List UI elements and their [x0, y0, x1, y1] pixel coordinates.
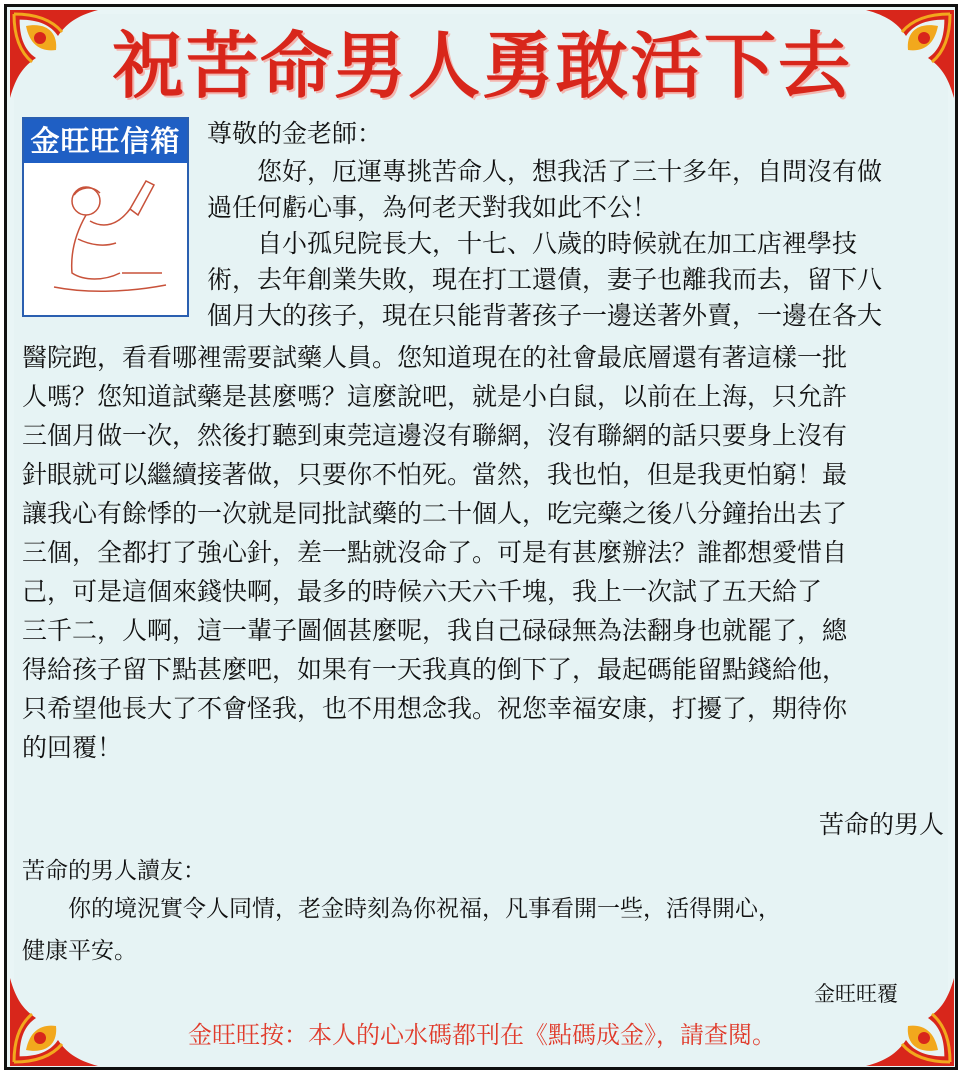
letter-line: 人嗎？您知道試藥是甚麼嗎？這麼說吧，就是小白鼠，以前在上海，只允許: [22, 382, 848, 411]
letter-line: 的回覆！: [22, 733, 123, 762]
letter-line: 得給孩子留下點甚麼吧，如果有一天我真的倒下了，最起碼能留點錢給他，: [22, 655, 848, 684]
mailbox-column-badge: [22, 117, 189, 317]
letter-line: 針眼就可以繼續接著做，只要你不怕死。當然，我也怕，但是我更怕窮！最: [22, 460, 848, 489]
letter-signature: 苦命的男人: [818, 810, 944, 839]
letter-line: 自小孤兒院長大，十七、八歲的時候就在加工店裡學技: [207, 229, 858, 258]
writing-figure-illustration: [34, 169, 179, 309]
letter-line: 三個月做一次，然後打聽到東莞這邊沒有聯網，沒有聯網的話只要身上沒有: [22, 421, 848, 450]
page-title: 祝苦命男人勇敢活下去: [111, 23, 852, 108]
mailbox-label: 金旺旺信箱: [24, 119, 187, 163]
letter-line: 醫院跑，看看哪裡需要試藥人員。您知道現在的社會最底層還有著這樣一批: [22, 343, 848, 372]
letter-line: 只希望他長大了不會怪我，也不用想念我。祝您幸福安康，打擾了，期待你: [22, 694, 848, 723]
letter-body-wide: [22, 338, 947, 767]
reply-line: 健康平安。: [22, 938, 137, 964]
letter-line: 術，去年創業失敗，現在打工還債，妻子也離我而去，留下八: [207, 265, 883, 294]
letter-body-narrow: [207, 154, 947, 334]
letter-line: 三千二，人啊，這一輩子圖個甚麼呢，我自己碌碌無為法翻身也就罷了，總: [22, 616, 848, 645]
letter-line: 三個，全都打了強心針，差一點就沒命了。可是有甚麼辦法？誰都想愛惜自: [22, 538, 848, 567]
footer-note: 金旺旺按：本人的心水碼都刊在《點碼成金》，請查閱。: [188, 1021, 776, 1049]
letter-line: 您好，厄運專挑苦命人，想我活了三十多年，自問沒有做: [207, 157, 883, 186]
letter-line: 過任何虧心事，為何老天對我如此不公！: [207, 193, 658, 222]
reply-line: 你的境況實令人同情，老金時刻為你祝福，凡事看開一些，活得開心，: [22, 896, 781, 922]
letter-line: 個月大的孩子，現在只能背著孩子一邊送著外賣，一邊在各大: [207, 301, 883, 330]
reply-body: [22, 888, 947, 972]
reply-salutation: 苦命的男人讀友：: [22, 858, 206, 884]
reply-signature: 金旺旺覆: [814, 982, 898, 1006]
letter-line: 己，可是這個來錢快啊，最多的時候六天六千塊，我上一次試了五天給了: [22, 577, 823, 606]
letter-greeting: 尊敬的金老師：: [207, 119, 383, 148]
letter-line: 讓我心有餘悸的一次就是同批試藥的二十個人，吃完藥之後八分鐘抬出去了: [22, 499, 848, 528]
